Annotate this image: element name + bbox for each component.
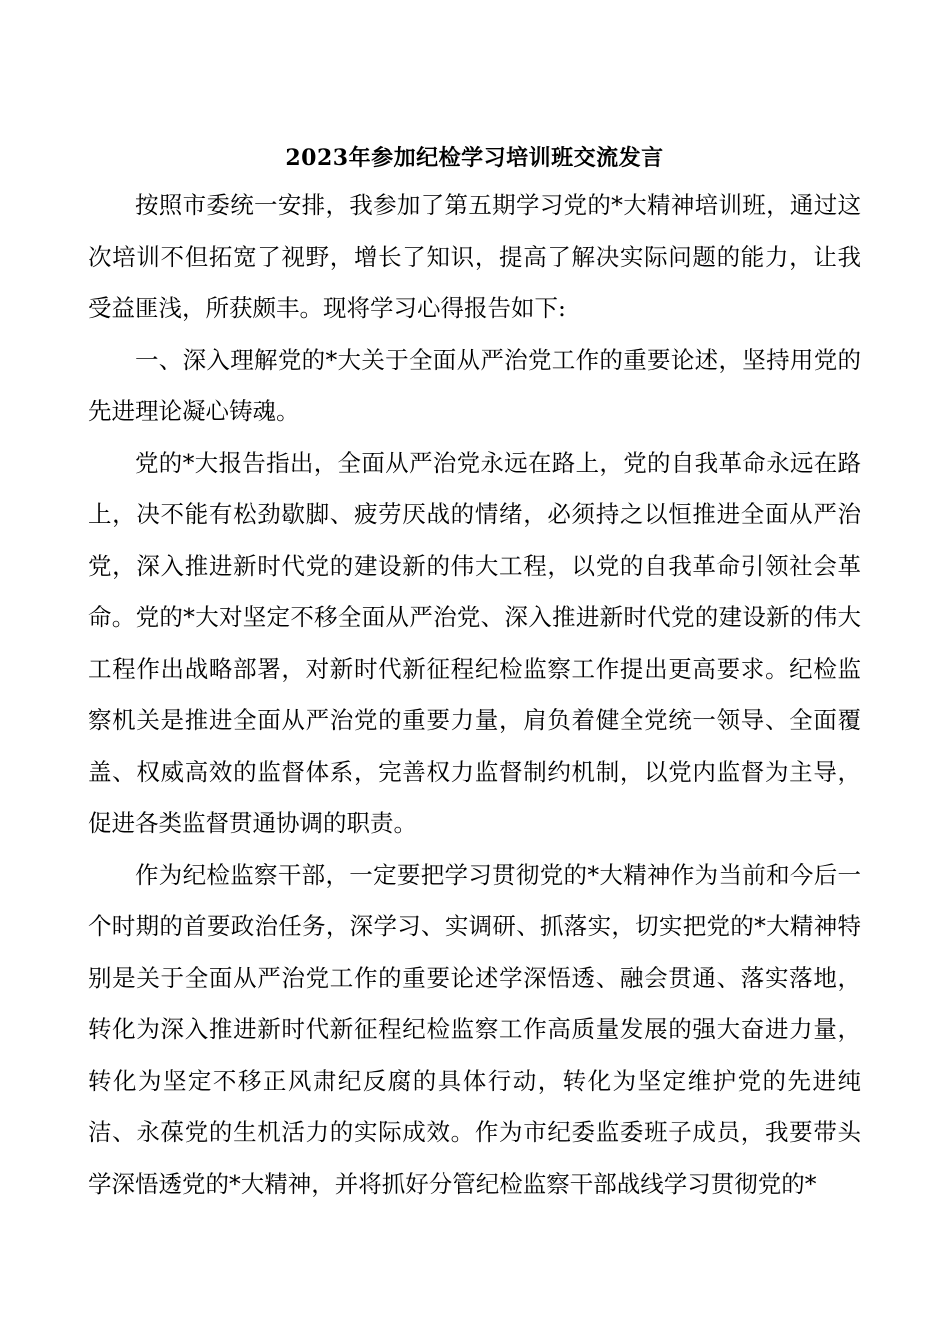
paragraph-section-heading-1: 一、深入理解党的*大关于全面从严治党工作的重要论述，坚持用党的先进理论凝心铸魂。 — [88, 345, 861, 425]
paragraph-intro: 按照市委统一安排，我参加了第五期学习党的*大精神培训班，通过这次培训不但拓宽了视野，增长了知识，提高了解决实际问题的能力，让我受益匪浅，所获颇丰。现将学习心得报告如下: — [88, 191, 861, 322]
paragraph-report-summary: 党的*大报告指出，全面从严治党永远在路上，党的自我革命永远在路上，决不能有松劲歇脚、疲劳厌战的情绪，必须持之以恒推进全面从严治党，深入推进新时代党的建设新的伟大工程，以党的自我革命引领社会革命。党的*大对坚定不移全面从严治党、深入推进新时代党的建设新的伟大工程作出战略部署，对新时代新征程纪检监察工作提出更高要求。纪检监察机关是推进全面从严治党的重要力量，肩负着健全党统一领导、全面覆盖、权威高效的监督体系，完善权力监督制约机制，以党内监督为主导，促进各类监督贯通协调的职责。 — [88, 448, 861, 837]
paragraph-cadre-duty: 作为纪检监察干部，一定要把学习贯彻党的*大精神作为当前和今后一个时期的首要政治任务，深学习、实调研、抓落实，切实把党的*大精神特别是关于全面从严治党工作的重要论述学深悟透、融会贯通、落实落地，转化为深入推进新时代新征程纪检监察工作高质量发展的强大奋进力量，转化为坚定不移正风肃纪反腐的具体行动，转化为坚定维护党的先进纯洁、永葆党的生机活力的实际成效。作为市纪委监委班子成员，我要带头学深悟透党的*大精神，并将抓好分管纪检监察干部战线学习贯彻党的* — [88, 860, 861, 1198]
document-body — [88, 138, 861, 1210]
document-title: 2023年参加纪检学习培训班交流发言 — [285, 145, 664, 171]
